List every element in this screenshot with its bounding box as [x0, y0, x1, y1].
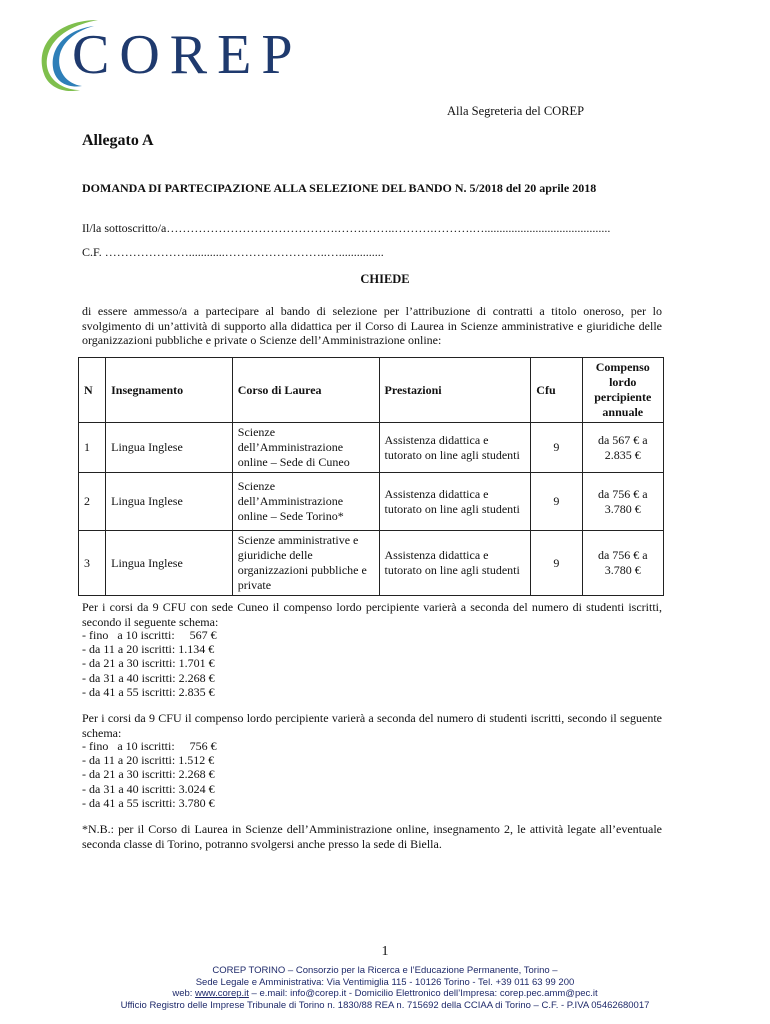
note-paragraph: *N.B.: per il Corso di Laurea in Scienze dell’Amministrazione online, insegnamento 2, le attività legate all’eventuale seconda classe di Torino, potranno svolgersi anche presso la sede di Biella. — [82, 822, 662, 851]
cell-compenso: da 567 € a 2.835 € — [582, 423, 663, 473]
footer-line2: Sede Legale e Amministrativa: Via Ventimiglia 115 - 10126 Torino - Tel. +39 011 63 99 200 — [195, 976, 575, 988]
chiede-heading: CHIEDE — [360, 272, 410, 286]
list-item: - da 11 a 20 iscritti: 1.512 € — [82, 753, 215, 768]
schedule1-list — [82, 628, 217, 699]
logo-text: COREP — [72, 24, 303, 86]
name-field-line: Il/la sottoscritto/a…………………………………….…….……..……….……….….......................................... — [82, 221, 611, 235]
cell-compenso: da 756 € a 3.780 € — [582, 531, 663, 596]
header-cfu: Cfu — [531, 358, 582, 423]
schedule2-list — [82, 739, 217, 810]
cell-n: 2 — [79, 473, 106, 531]
list-item: - da 41 a 55 iscritti: 2.835 € — [82, 684, 215, 699]
recipient: Alla Segreteria del COREP — [447, 104, 585, 118]
footer-contacts: – e.mail: info@corep.it - Domicilio Elettronico dell’Impresa: corep.pec.amm@pec.it — [248, 988, 598, 999]
header-prestazioni: Prestazioni — [379, 358, 531, 423]
table-row — [79, 473, 664, 531]
footer-line4: Ufficio Registro delle Imprese Tribunale di Torino n. 1830/88 REA n. 715692 della CCIAA di Torino – C.F. - P.IVA 05462680017 — [120, 999, 650, 1011]
list-item: - da 31 a 40 iscritti: 2.268 € — [82, 670, 215, 685]
web-prefix: web: — [172, 988, 196, 999]
footer — [0, 965, 770, 1011]
cell-corso: Scienze dell’Amministrazione online – Sede di Cuneo — [232, 423, 379, 473]
attachment-title: Allegato A — [82, 132, 154, 149]
footer-line3 — [0, 988, 770, 1000]
list-item: - fino a 10 iscritti: 567 € — [82, 628, 217, 642]
cell-prestazioni: Assistenza didattica e tutorato on line agli studenti — [379, 423, 531, 473]
cell-corso: Scienze amministrative e giuridiche delle organizzazioni pubbliche e private — [232, 531, 379, 596]
intro-paragraph: di essere ammesso/a a partecipare al bando di selezione per l’attribuzione di contratti a titolo oneroso, per lo svolgimento di un’attività di supporto alla didattica per il Corso di Laurea in Scienze amministrative e giuridiche delle organizzazioni pubbliche e private o Scienze dell’Amministrazione online: — [82, 304, 662, 347]
cf-field-line: C.F. …………………............……………………..…............... — [82, 245, 384, 259]
footer-line1: COREP TORINO – Consorzio per la Ricerca e l’Educazione Permanente, Torino – — [212, 965, 558, 976]
schedule2-intro: Per i corsi da 9 CFU il compenso lordo percipiente varierà a seconda del numero di studenti iscritti, secondo il seguente schema: — [82, 711, 662, 740]
cell-prestazioni: Assistenza didattica e tutorato on line agli studenti — [379, 473, 531, 531]
cell-prestazioni: Assistenza didattica e tutorato on line agli studenti — [379, 531, 531, 596]
table-header-row — [79, 358, 664, 423]
cell-corso: Scienze dell’Amministrazione online – Sede Torino* — [232, 473, 379, 531]
header-compenso: Compenso lordo percipiente annuale — [582, 358, 663, 423]
cell-insegnamento: Lingua Inglese — [106, 531, 233, 596]
table-row — [79, 531, 664, 596]
cell-cfu: 9 — [531, 423, 582, 473]
header-n: N — [79, 358, 106, 423]
list-item: - da 21 a 30 iscritti: 1.701 € — [82, 656, 215, 671]
cell-cfu: 9 — [531, 531, 582, 596]
cell-cfu: 9 — [531, 473, 582, 531]
list-item: - da 31 a 40 iscritti: 3.024 € — [82, 781, 215, 796]
list-item: - da 11 a 20 iscritti: 1.134 € — [82, 642, 215, 657]
cell-insegnamento: Lingua Inglese — [106, 423, 233, 473]
list-item: - fino a 10 iscritti: 756 € — [82, 739, 217, 753]
table-row — [79, 423, 664, 473]
document-title: DOMANDA DI PARTECIPAZIONE ALLA SELEZIONE DEL BANDO N. 5/2018 del 20 aprile 2018 — [82, 181, 597, 195]
cell-n: 3 — [79, 531, 106, 596]
list-item: - da 41 a 55 iscritti: 3.780 € — [82, 795, 215, 810]
positions-table — [78, 357, 664, 596]
cell-insegnamento: Lingua Inglese — [106, 473, 233, 531]
list-item: - da 21 a 30 iscritti: 2.268 € — [82, 767, 215, 782]
corep-logo — [28, 14, 303, 94]
cell-compenso: da 756 € a 3.780 € — [582, 473, 663, 531]
page-number: 1 — [381, 944, 389, 959]
cell-n: 1 — [79, 423, 106, 473]
header-corso: Corso di Laurea — [232, 358, 379, 423]
web-link[interactable]: www.corep.it — [195, 988, 249, 999]
schedule1-intro: Per i corsi da 9 CFU con sede Cuneo il compenso lordo percipiente varierà a seconda del numero di studenti iscritti, secondo il seguente schema: — [82, 600, 662, 629]
header-insegnamento: Insegnamento — [106, 358, 233, 423]
